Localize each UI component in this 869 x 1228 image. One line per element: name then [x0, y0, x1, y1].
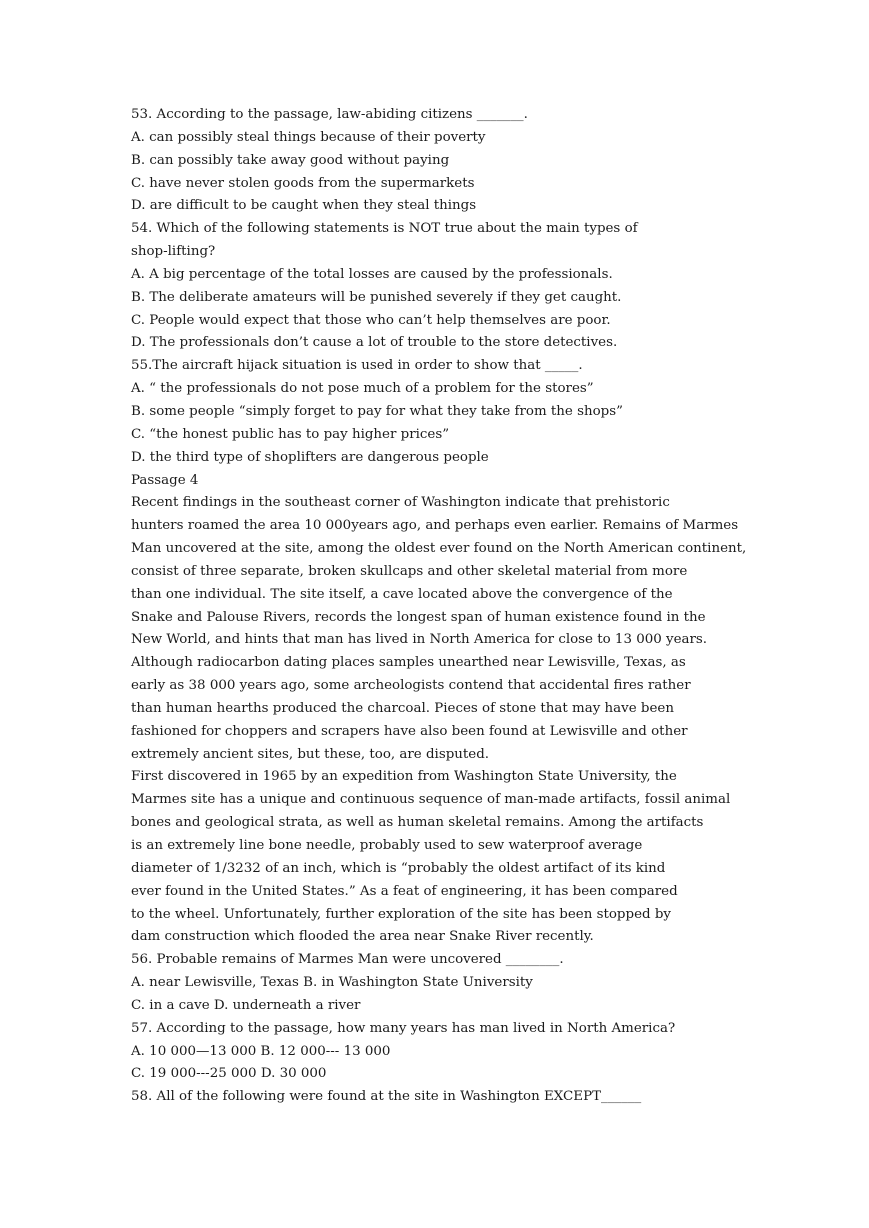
question-stem: 56. Probable remains of Marmes Man were uncovered ________. — [131, 952, 564, 968]
passage-line: than human hearths produced the charcoal. Pieces of stone that may have been — [131, 700, 674, 716]
passage-line: ever found in the United States.” As a feat of engineering, it has been compared — [131, 883, 678, 899]
option-d: D. The professionals don’t cause a lot of trouble to the store detectives. — [131, 335, 618, 351]
passage-line: to the wheel. Unfortunately, further exploration of the site has been stopped by — [131, 906, 671, 922]
option-c: C. People would expect that those who can’t help themselves are poor. — [131, 312, 611, 328]
question-58 — [131, 1086, 743, 1109]
option-a: A. A big percentage of the total losses are caused by the professionals. — [131, 266, 613, 282]
passage-line: consist of three separate, broken skullcaps and other skeletal material from more — [131, 563, 688, 579]
question-stem: 53. According to the passage, law-abiding citizens _______. — [131, 107, 528, 122]
option-b: B. some people “simply forget to pay for what they take from the shops” — [131, 403, 623, 419]
question-stem: 54. Which of the following statements is NOT true about the main types of — [131, 221, 638, 237]
passage-line: is an extremely line bone needle, probably used to sew waterproof average — [131, 838, 643, 853]
passage-line: bones and geological strata, as well as human skeletal remains. Among the artifacts — [131, 815, 704, 831]
option-a: A. “ the professionals do not pose much of a problem for the stores” — [131, 381, 594, 397]
option-d: D. are difficult to be caught when they steal things — [131, 198, 477, 214]
question-53 — [131, 104, 743, 218]
passage-line: early as 38 000 years ago, some archeologists contend that accidental fires rather — [131, 678, 691, 694]
passage-line: First discovered in 1965 by an expedition from Washington State University, the — [131, 769, 677, 785]
option-a: A. can possibly steal things because of their poverty — [131, 129, 486, 145]
passage-line: Marmes site has a unique and continuous sequence of man-made artifacts, fossil animal — [131, 792, 731, 808]
passage-title: Passage 4 — [131, 472, 199, 488]
passage-line: diameter of 1/3232 of an inch, which is “probably the oldest artifact of its kind — [131, 860, 666, 876]
passage-line: extremely ancient sites, but these, too, are disputed. — [131, 746, 490, 762]
question-55 — [131, 355, 743, 469]
option-b: B. The deliberate amateurs will be punished severely if they get caught. — [131, 289, 622, 305]
question-57 — [131, 1018, 743, 1087]
passage-line: Snake and Palouse Rivers, records the longest span of human existence found in the — [131, 609, 706, 625]
question-stem: 55.The aircraft hijack situation is used in order to show that _____. — [131, 358, 583, 374]
question-56 — [131, 949, 743, 1018]
passage-line: Man uncovered at the site, among the oldest ever found on the North American continent, — [131, 541, 747, 557]
options-cd: C. 19 000---25 000 D. 30 000 — [131, 1066, 327, 1082]
option-c: C. have never stolen goods from the supermarkets — [131, 175, 475, 191]
passage-line: than one individual. The site itself, a cave located above the convergence of the — [131, 586, 673, 602]
question-stem: 57. According to the passage, how many years has man lived in North America? — [131, 1020, 676, 1036]
options-cd: C. in a cave D. underneath a river — [131, 997, 361, 1013]
options-ab: A. 10 000—13 000 B. 12 000--- 13 000 — [131, 1043, 391, 1059]
question-stem: 58. All of the following were found at the site in Washington EXCEPT______ — [131, 1089, 642, 1105]
question-stem-continued: shop-lifting? — [131, 244, 216, 260]
passage-body — [131, 492, 747, 949]
passage-line: hunters roamed the area 10 000years ago, and perhaps even earlier. Remains of Marmes — [131, 518, 739, 534]
question-54 — [131, 218, 743, 355]
options-ab: A. near Lewisville, Texas B. in Washington State University — [131, 975, 533, 991]
passage-line: Although radiocarbon dating places samples unearthed near Lewisville, Texas, as — [131, 655, 686, 671]
option-b: B. can possibly take away good without paying — [131, 152, 450, 168]
passage-line: New World, and hints that man has lived in North America for close to 13 000 years. — [131, 632, 708, 648]
passage-line: dam construction which flooded the area near Snake River recently. — [131, 929, 594, 945]
option-c: C. “the honest public has to pay higher prices” — [131, 426, 450, 442]
passage-line: Recent findings in the southeast corner of Washington indicate that prehistoric — [131, 495, 670, 511]
passage-line: fashioned for choppers and scrapers have also been found at Lewisville and other — [131, 723, 688, 739]
option-d: D. the third type of shoplifters are dangerous people — [131, 449, 489, 465]
document-page — [131, 104, 747, 1109]
